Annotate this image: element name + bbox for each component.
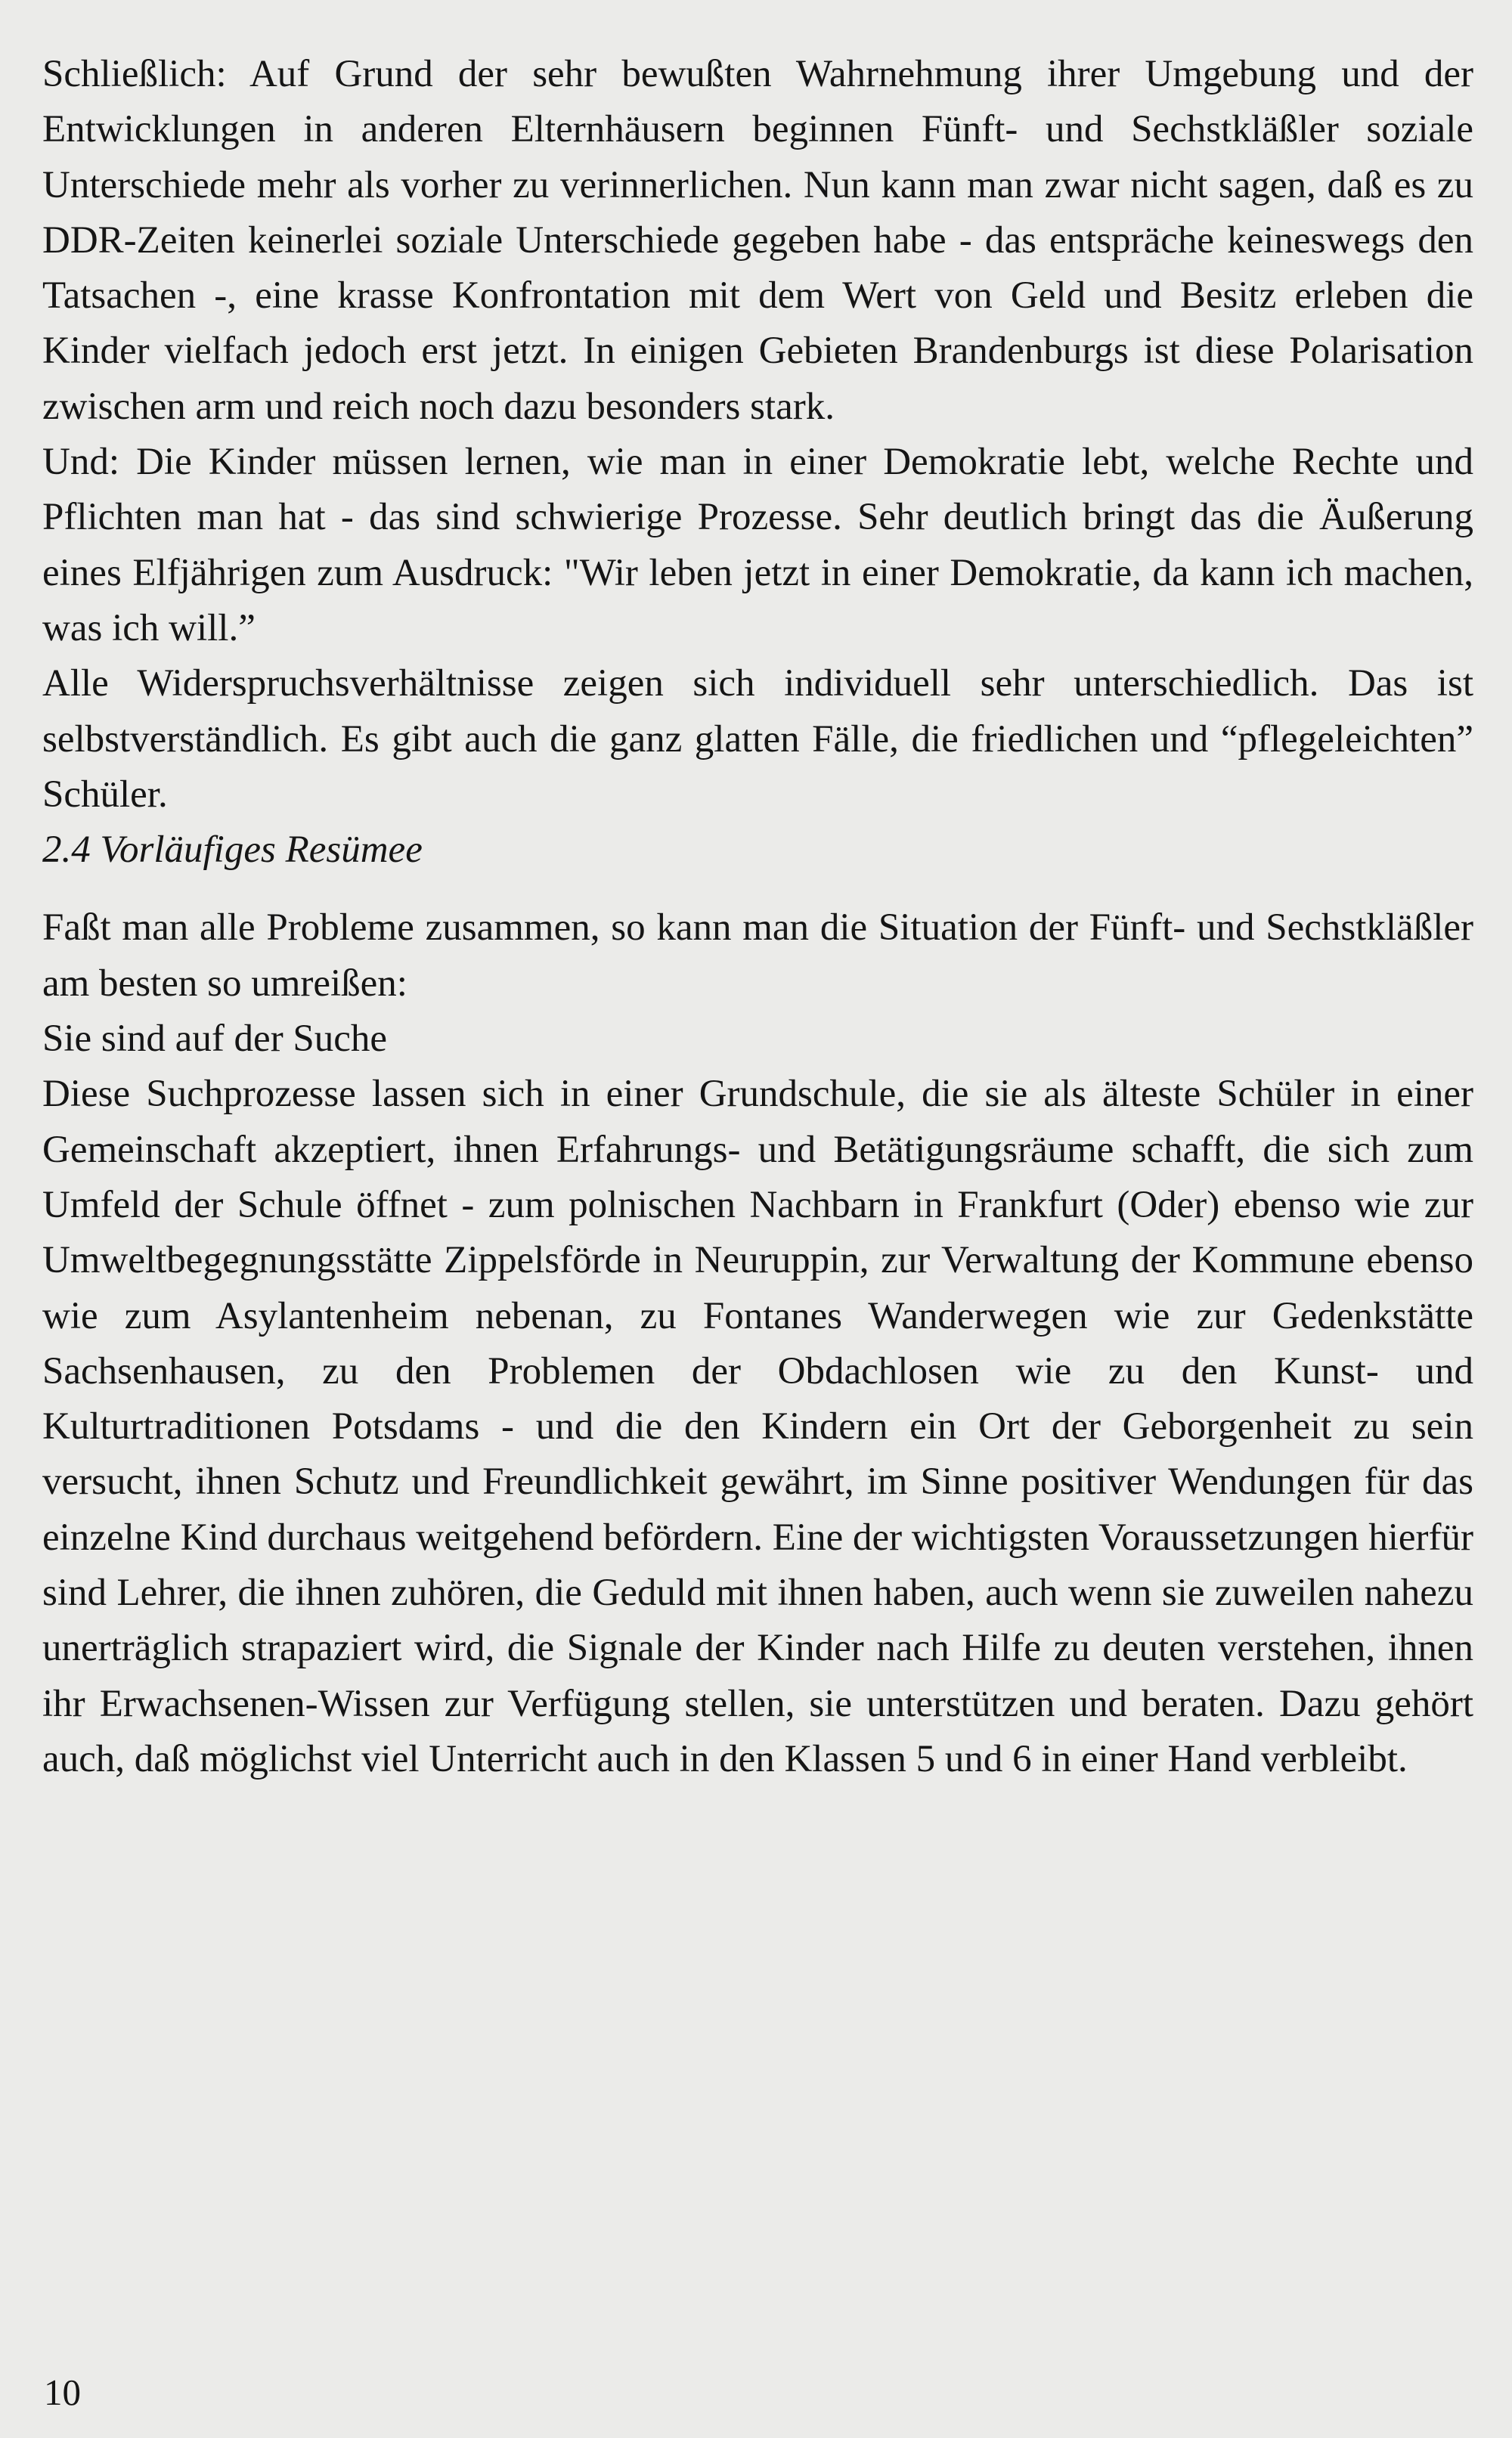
paragraph-6: Diese Suchprozesse lassen sich in einer Grundschule, die sie als älteste Schüler in einer Gemeinschaft akzeptiert, ihnen Erfahrungs- und Betätigungsräume schafft, die sich zum Umfeld der Schule öffnet - zum polnischen Nachbarn in Frankfurt (Oder) ebenso wie zur Umweltbegegnungsstätte Zippelsförde in Neuruppin, zur Verwaltung der Kommune ebenso wie zum Asylantenheim nebenan, zu Fontanes Wanderwegen wie zur Gedenkstätte Sachsenhausen, zu den Problemen der Obdachlosen wie zu den Kunst- und Kulturtraditionen Potsdams - und die den Kindern ein Ort der Geborgenheit zu sein versucht, ihnen Schutz und Freundlichkeit gewährt, im Sinne positiver Wendungen für das einzelne Kind durchaus weitgehend befördern. Eine der wichtigsten Voraussetzungen hierfür sind Lehrer, die ihnen zuhören, die Geduld mit ihnen haben, auch wenn sie zuweilen nahezu unerträglich strapaziert wird, die Signale der Kinder nach Hilfe zu deuten verstehen, ihnen ihr Erwachsenen-Wissen zur Verfügung stellen, sie unterstützen und beraten. Dazu gehört auch, daß möglichst viel Unterricht auch in den Klassen 5 und 6 in einer Hand verbleibt. [42, 1073, 1473, 1780]
body-text [42, 47, 1473, 1787]
paragraph-5: Sie sind auf der Suche [42, 1018, 388, 1061]
paragraph-3: Alle Widerspruchsverhältnisse zeigen sich individuell sehr unterschiedlich. Das ist selbstverständlich. Es gibt auch die ganz glatten Fälle, die friedlichen und “pflegeleichten” Schüler. [42, 662, 1473, 816]
section-heading: 2.4 Vorläufiges Resümee [42, 829, 423, 872]
paragraph-2: Und: Die Kinder müssen lernen, wie man in einer Demokratie lebt, welche Rechte und Pflichten man hat - das sind schwierige Prozesse. Sehr deutlich bringt das die Äußerung eines Elfjährigen zum Ausdruck: "Wir leben jetzt in einer Demokratie, da kann ich machen, was ich will.” [42, 441, 1473, 649]
paragraph-4: Faßt man alle Probleme zusammen, so kann man die Situation der Fünft- und Sechstkläßler am besten so umreißen: [42, 906, 1473, 1005]
paragraph-1: Schließlich: Auf Grund der sehr bewußten Wahrnehmung ihrer Umgebung und der Entwicklungen in anderen Elternhäusern beginnen Fünft- und Sechstkläßler soziale Unterschiede mehr als vorher zu verinnerlichen. Nun kann man zwar nicht sagen, daß es zu DDR-Zeiten keinerlei soziale Unterschiede gegeben habe - das entspräche keineswegs den Tatsachen -, eine krasse Konfrontation mit dem Wert von Geld und Besitz erleben die Kinder vielfach jedoch erst jetzt. In einigen Gebieten Brandenburgs ist diese Polarisation zwischen arm und reich noch dazu besonders stark. [42, 53, 1473, 428]
page-number: 10 [44, 2371, 81, 2413]
